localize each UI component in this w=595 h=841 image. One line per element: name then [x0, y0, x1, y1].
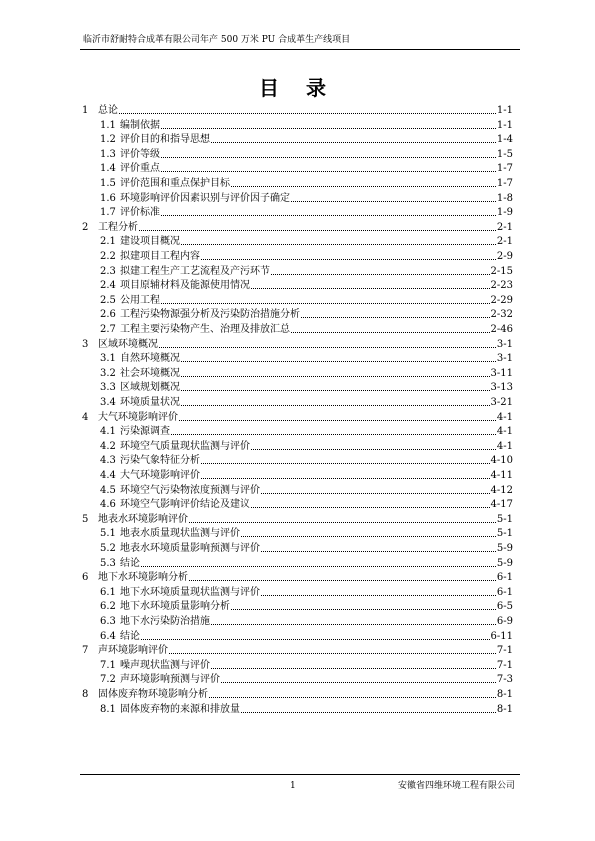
toc-label: 评价目的和指导思想 [120, 134, 210, 146]
toc-label: 固体废弃物的来源和排放量 [120, 703, 240, 715]
toc-section-row[interactable] [100, 673, 513, 686]
toc-section-row[interactable] [100, 630, 513, 643]
toc-number: 2.6 [100, 309, 116, 321]
toc-section-row[interactable] [100, 294, 513, 307]
toc-number: 1.3 [100, 148, 116, 160]
toc-section-row[interactable] [100, 148, 513, 161]
toc-chapter-row[interactable] [82, 513, 513, 526]
toc-number: 1.5 [100, 178, 116, 189]
toc-number: 1 [82, 105, 89, 116]
toc-number: 3.4 [100, 397, 116, 408]
toc-label: 地表水环境质量影响预测与评价 [120, 543, 260, 554]
toc-number: 1.7 [100, 207, 116, 219]
toc-leader-dots [251, 449, 496, 450]
toc-page-number: 3-21 [490, 397, 513, 408]
toc-page-number: 2-32 [490, 309, 513, 321]
toc-section-row[interactable] [100, 381, 513, 394]
toc-page-number: 8-1 [496, 703, 513, 715]
toc-section-row[interactable] [100, 133, 513, 146]
toc-number: 6.1 [100, 586, 116, 598]
toc-leader-dots [261, 551, 496, 552]
toc-leader-dots [231, 186, 496, 187]
toc-page-number: 6-1 [496, 572, 513, 584]
toc-number: 5.1 [100, 528, 116, 540]
toc-leader-dots [161, 215, 496, 216]
toc-page-number: 2-46 [490, 324, 513, 335]
running-header: 临沂市舒耐特合成革有限公司年产 500 万米 PU 合成革生产线项目 [83, 35, 351, 45]
toc-page-number: 3-1 [496, 353, 513, 365]
toc-label: 评价等级 [120, 148, 160, 160]
toc-number: 6 [82, 572, 89, 584]
toc-section-row[interactable] [100, 177, 513, 190]
toc-page-number: 4-17 [490, 499, 513, 511]
toc-page-number: 1-8 [496, 192, 513, 204]
toc-leader-dots [139, 230, 496, 231]
toc-label: 地下水环境质量影响分析 [120, 601, 230, 613]
toc-label: 污染源调查 [120, 426, 170, 438]
toc-label: 环境空气质量现状监测与评价 [120, 440, 250, 452]
toc-label: 建设项目概况 [120, 236, 180, 248]
toc-number: 2.2 [100, 251, 116, 262]
toc-section-row[interactable] [100, 308, 513, 321]
toc-page-number: 5-9 [496, 557, 513, 569]
toc-label: 地下水污染防治措施 [120, 616, 210, 627]
toc-label: 工程污染物源强分析及污染防治措施分析 [120, 309, 300, 321]
toc-leader-dots [119, 113, 496, 114]
toc-number: 1.1 [100, 119, 116, 131]
toc-leader-dots [141, 639, 490, 640]
toc-label: 编制依据 [120, 119, 160, 131]
toc-page-number: 2-1 [496, 221, 513, 233]
toc-page-number: 4-11 [490, 470, 513, 481]
toc-label: 社会环境概况 [120, 367, 180, 379]
toc-number: 6.2 [100, 601, 116, 613]
toc-number: 3.1 [100, 353, 116, 365]
toc-number: 2.3 [100, 265, 116, 277]
toc-leader-dots [261, 493, 490, 494]
toc-leader-dots [201, 478, 490, 479]
toc-section-row[interactable] [100, 396, 513, 409]
toc-chapter-row[interactable] [82, 688, 513, 701]
toc-leader-dots [301, 317, 490, 318]
toc-leader-dots [181, 390, 490, 391]
toc-leader-dots [211, 142, 496, 143]
toc-page-number: 3-1 [496, 338, 513, 350]
toc-page-number: 1-7 [496, 163, 513, 175]
toc-label: 公用工程 [120, 294, 160, 306]
page-title: 目 录 [259, 76, 336, 100]
toc-section-row[interactable] [100, 600, 513, 613]
toc-number: 2.1 [100, 236, 116, 248]
toc-section-row[interactable] [100, 659, 513, 672]
toc-number: 3.3 [100, 382, 116, 394]
toc-label: 大气环境影响评价 [120, 470, 200, 481]
toc-number: 5 [82, 513, 89, 525]
toc-number: 3 [82, 338, 89, 350]
toc-section-row[interactable] [100, 469, 513, 482]
toc-leader-dots [201, 259, 496, 260]
toc-number: 2.4 [100, 280, 116, 292]
toc-label: 拟建项目工程内容 [120, 251, 200, 262]
toc-label: 结论 [120, 557, 140, 569]
toc-leader-dots [171, 434, 496, 435]
toc-page-number: 7-1 [496, 645, 513, 657]
toc-leader-dots [261, 595, 496, 596]
toc-page-number: 4-1 [496, 411, 513, 423]
toc-leader-dots [221, 682, 496, 683]
toc-label: 工程主要污染物产生、治理及排放汇总 [120, 324, 290, 335]
toc-page-number: 2-9 [496, 251, 513, 262]
toc-chapter-row[interactable] [82, 104, 513, 117]
toc-number: 1.2 [100, 134, 116, 146]
toc-page-number: 2-29 [490, 294, 513, 306]
toc-leader-dots [241, 712, 496, 713]
toc-leader-dots [291, 332, 490, 333]
toc-page-number: 5-1 [496, 528, 513, 540]
toc-section-row[interactable] [100, 279, 513, 292]
toc-label: 地表水环境影响评价 [98, 513, 188, 525]
toc-section-row[interactable] [100, 498, 513, 511]
toc-page-number: 7-3 [496, 674, 513, 686]
toc-chapter-row[interactable] [82, 221, 513, 234]
toc-number: 6.4 [100, 630, 116, 642]
header-divider [80, 49, 520, 50]
toc-page-number: 2-1 [496, 236, 513, 248]
toc-label: 地下水环境影响分析 [98, 572, 188, 584]
toc-label: 环境影响评价因素识别与评价因子确定 [120, 192, 290, 204]
toc-section-row[interactable] [100, 440, 513, 453]
toc-page-number: 1-9 [496, 207, 513, 219]
toc-label: 拟建工程生产工艺流程及产污环节 [120, 265, 270, 277]
toc-number: 4.1 [100, 426, 116, 438]
toc-section-row[interactable] [100, 542, 513, 555]
toc-leader-dots [201, 463, 490, 464]
toc-label: 区域环境概况 [98, 338, 158, 350]
toc-number: 8 [82, 689, 89, 700]
toc-page-number: 6-11 [490, 630, 513, 642]
toc-page-number: 6-1 [496, 586, 513, 598]
toc-chapter-row[interactable] [82, 411, 513, 424]
toc-number: 5.3 [100, 557, 116, 569]
toc-number: 8.1 [100, 703, 116, 715]
toc-leader-dots [211, 624, 496, 625]
toc-leader-dots [181, 405, 490, 406]
toc-page-number: 1-1 [496, 105, 513, 116]
toc-label: 环境质量状况 [120, 397, 180, 408]
toc-section-row[interactable] [100, 557, 513, 570]
toc-page-number: 4-1 [496, 440, 513, 452]
toc-number: 2.7 [100, 324, 116, 335]
toc-section-row[interactable] [100, 615, 513, 628]
toc-leader-dots [251, 288, 490, 289]
toc-label: 固体废弃物环境影响分析 [98, 689, 208, 700]
toc-page-number: 4-1 [496, 426, 513, 438]
toc-section-row[interactable] [100, 323, 513, 336]
toc-leader-dots [181, 361, 496, 362]
toc-label: 地下水环境质量现状监测与评价 [120, 586, 260, 598]
toc-label: 地表水质量现状监测与评价 [120, 528, 240, 540]
toc-number: 4.4 [100, 470, 116, 481]
toc-label: 噪声现状监测与评价 [120, 659, 210, 671]
toc-section-row[interactable] [100, 119, 513, 132]
toc-section-row[interactable] [100, 265, 513, 278]
toc-page-number: 5-9 [496, 543, 513, 554]
toc-page-number: 6-5 [496, 601, 513, 613]
toc-number: 6.3 [100, 616, 116, 627]
toc-number: 7 [82, 645, 89, 657]
toc-label: 大气环境影响评价 [98, 411, 178, 423]
toc-page-number: 7-1 [496, 659, 513, 671]
toc-leader-dots [161, 303, 490, 304]
toc-label: 污染气象特征分析 [120, 455, 200, 467]
toc-page-number: 3-13 [490, 382, 513, 394]
toc-section-row[interactable] [100, 703, 513, 716]
toc-page-number: 5-1 [496, 513, 513, 525]
toc-label: 工程分析 [98, 221, 138, 233]
toc-number: 4 [82, 411, 89, 423]
toc-number: 7.1 [100, 659, 116, 671]
footer-company: 安徽省四维环境工程有限公司 [397, 781, 515, 791]
toc-label: 评价标准 [120, 207, 160, 219]
toc-leader-dots [161, 157, 496, 158]
toc-leader-dots [291, 201, 496, 202]
toc-number: 5.2 [100, 543, 116, 554]
toc-label: 结论 [120, 630, 140, 642]
toc-section-row[interactable] [100, 425, 513, 438]
toc-section-row[interactable] [100, 527, 513, 540]
toc-leader-dots [241, 536, 496, 537]
toc-section-row[interactable] [100, 454, 513, 467]
toc-number: 7.2 [100, 674, 116, 686]
toc-number: 4.3 [100, 455, 116, 467]
toc-page-number: 1-1 [496, 119, 513, 131]
toc-page-number: 4-12 [490, 484, 513, 496]
toc-leader-dots [181, 244, 496, 245]
toc-number: 4.6 [100, 499, 116, 511]
toc-chapter-row[interactable] [82, 338, 513, 351]
toc-label: 环境空气污染物浓度预测与评价 [120, 484, 260, 496]
toc-number: 1.6 [100, 192, 116, 204]
toc-page-number: 2-23 [490, 280, 513, 292]
toc-leader-dots [231, 609, 496, 610]
toc-section-row[interactable] [100, 162, 513, 175]
toc-section-row[interactable] [100, 192, 513, 205]
toc-page-number: 3-11 [490, 367, 513, 379]
toc-page-number: 4-10 [490, 455, 513, 467]
toc-number: 4.2 [100, 440, 116, 452]
toc-label: 声环境影响评价 [98, 645, 168, 657]
toc-page-number: 8-1 [496, 689, 513, 700]
footer-page-number: 1 [290, 781, 296, 791]
toc-number: 4.5 [100, 484, 116, 496]
toc-page-number: 1-4 [496, 134, 513, 146]
toc-page-number: 1-5 [496, 148, 513, 160]
toc-label: 自然环境概况 [120, 353, 180, 365]
toc-number: 2.5 [100, 294, 116, 306]
toc-chapter-row[interactable] [82, 571, 513, 584]
toc-label: 项目原辅材料及能源使用情况 [120, 280, 250, 292]
toc-leader-dots [189, 522, 496, 523]
toc-label: 评价重点 [120, 163, 160, 175]
toc-leader-dots [141, 566, 496, 567]
toc-section-row[interactable] [100, 250, 513, 263]
toc-leader-dots [181, 376, 490, 377]
toc-chapter-row[interactable] [82, 644, 513, 657]
toc-section-row[interactable] [100, 235, 513, 248]
toc-page-number: 1-7 [496, 178, 513, 189]
toc-number: 1.4 [100, 163, 116, 175]
toc-label: 环境空气影响评价结论及建议 [120, 499, 250, 511]
toc-leader-dots [189, 580, 496, 581]
toc-section-row[interactable] [100, 367, 513, 380]
toc-label: 声环境影响预测与评价 [120, 674, 220, 686]
toc-leader-dots [179, 420, 496, 421]
toc-page-number: 2-15 [490, 265, 513, 277]
toc-label: 总论 [98, 105, 118, 116]
toc-page-number: 6-9 [496, 616, 513, 627]
toc-leader-dots [271, 274, 490, 275]
toc-leader-dots [161, 171, 496, 172]
toc-leader-dots [209, 697, 496, 698]
toc-leader-dots [161, 128, 496, 129]
toc-leader-dots [211, 668, 496, 669]
toc-leader-dots [169, 653, 496, 654]
toc-label: 评价范围和重点保护目标 [120, 178, 230, 189]
toc-section-row[interactable] [100, 586, 513, 599]
toc-number: 3.2 [100, 367, 116, 379]
toc-number: 2 [82, 221, 89, 233]
toc-leader-dots [251, 507, 490, 508]
toc-section-row[interactable] [100, 484, 513, 497]
toc-leader-dots [159, 347, 496, 348]
toc-section-row[interactable] [100, 206, 513, 219]
toc-label: 区域规划概况 [120, 382, 180, 394]
toc-section-row[interactable] [100, 352, 513, 365]
footer-divider [80, 774, 520, 775]
